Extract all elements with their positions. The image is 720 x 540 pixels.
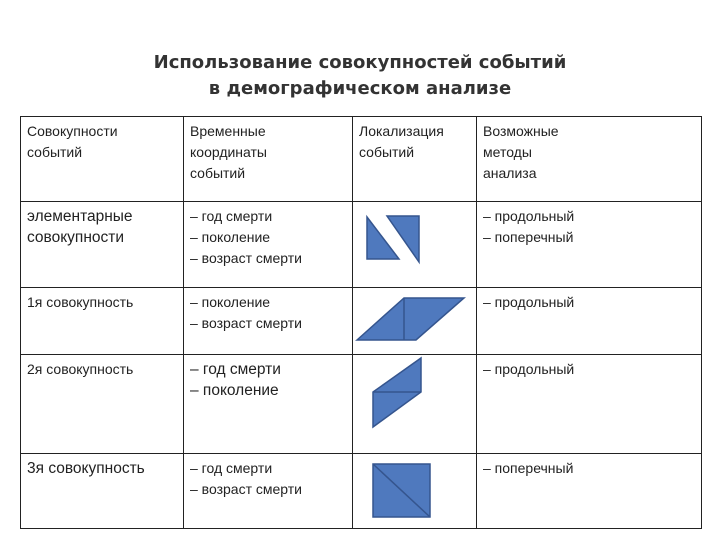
header-row [21,117,702,202]
row-coords-cell [184,454,353,529]
row-methods-cell [477,288,702,355]
header-cell-sets [21,117,184,202]
header-cell-coords [184,117,353,202]
row-methods-cell [477,454,702,529]
row-coords: – поколение – возраст смерти [190,294,302,331]
row-icon-cell [353,288,477,355]
title-line-1: Использование совокупностей событий [153,52,567,73]
table-row [21,288,702,355]
row-coords-cell [184,288,353,355]
table-row [21,454,702,529]
parallelogram-icon [353,288,477,354]
row-coords: – год смерти – поколение – возраст смерти [190,208,302,266]
header-label: Локализация событий [359,123,444,160]
row-name: 2я совокупность [27,361,134,377]
events-table [20,116,702,529]
header-label: Временные координаты событий [190,123,267,181]
row-name-cell [21,454,184,529]
row-name-cell [21,288,184,355]
row-methods: – продольный [483,361,575,377]
row-methods: – продольный [483,294,575,310]
row-icon-cell [353,454,477,529]
row-name-cell [21,202,184,288]
title-line-2: в демографическом анализе [208,78,512,99]
header-cell-methods [477,117,702,202]
row-coords-cell [184,202,353,288]
row-methods: – поперечный [483,460,574,476]
row-coords: – год смерти – поколение [190,361,281,399]
header-cell-localization [353,117,477,202]
square-with-diagonal-icon [353,454,477,528]
row-coords-cell [184,355,353,454]
vertical-parallelogram-icon [353,355,477,453]
row-icon-cell [353,202,477,288]
two-triangles-split-square-icon [353,202,477,287]
row-methods-cell [477,355,702,454]
row-name: 3я совокупность [27,460,145,477]
row-name: 1я совокупность [27,294,134,310]
page-title [0,50,720,102]
row-name: элементарные совокупности [27,208,133,246]
row-icon-cell [353,355,477,454]
row-coords: – год смерти – возраст смерти [190,460,302,497]
table-row [21,355,702,454]
table-row [21,202,702,288]
row-methods: – продольный – поперечный [483,208,575,245]
header-label: Совокупности событий [27,123,118,160]
parallelogram-shape [357,298,464,340]
row-name-cell [21,355,184,454]
header-label: Возможные методы анализа [483,123,559,181]
row-methods-cell [477,202,702,288]
